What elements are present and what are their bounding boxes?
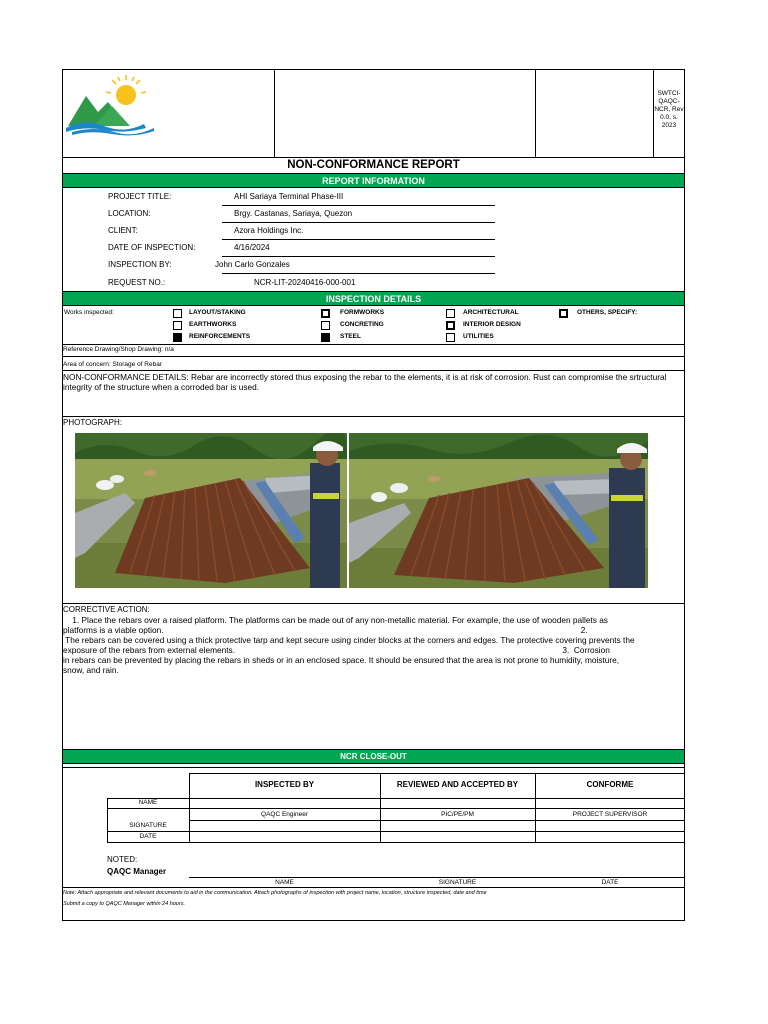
company-logo [64,74,160,140]
section-rule [63,356,685,357]
noted-signature-label: SIGNATURE [438,879,477,886]
corrective-action-line-1: 1. Place the rebars over a raised platform. The platforms can be made out of any non-metallic material. For example, the use of wooden pallets as [63,615,608,625]
client-value: Azora Holdings Inc. [234,226,304,235]
table-rule [189,820,685,821]
noted-label: NOTED: [107,855,138,864]
pic-pe-pm-role: PIC/PE/PM [441,811,474,818]
note-line-2: Submit a copy to QAQC Manager within 24 hours. [63,901,185,907]
site-photo-1 [75,433,347,588]
field-underline [222,256,495,257]
formworks-label: FORMWORKS [340,309,385,316]
section-rule [63,370,685,371]
others-label: OTHERS, SPECIFY: [577,309,638,316]
date-of-inspection-value: 4/16/2024 [234,243,270,252]
reinforcements-label: REINFORCEMENTS [189,333,251,340]
inspection-by-value: John Carlo Gonzales [215,260,290,269]
earthworks-checkbox[interactable] [173,321,182,330]
signature-row-label: SIGNATURE [129,822,167,829]
utilities-checkbox[interactable] [446,333,455,342]
corrective-action-line-5: in rebars can be prevented by placing the rebars in sheds or in an enclosed space. It should be ensured that the area is not prone to humidity, moisture, [63,655,620,665]
corrective-action-line-4: exposure of the rebars from external elements. 3. Corrosion [63,645,610,655]
inspected-by-header: INSPECTED BY [254,780,315,789]
inspection-details-heading: INSPECTION DETAILS [63,291,684,306]
utilities-label: UTILITIES [463,333,494,340]
steel-label: STEEL [340,333,361,340]
corrective-action-line-2: platforms is a viable option. 2. [63,625,588,635]
corrective-action-line-3: The rebars can be covered using a thick protective tarp and kept secure using cinder blocks at the corners and edges. The protective covering prevents the [63,635,635,645]
formworks-checkbox[interactable] [321,309,330,318]
field-underline [222,222,495,223]
conforme-header: CONFORME [586,780,634,789]
section-rule [63,603,685,604]
nonconformance-details: NON-CONFORMANCE DETAILS: Rebar are incorrectly stored thus exposing the rebar to the elements, it is at risk of corrosion. Rust can compromise the srtructural integrity of the structure when a corroded bar is used. [63,372,667,392]
interior-design-label: INTERIOR DESIGN [463,321,521,328]
earthworks-label: EARTHWORKS [189,321,237,328]
section-rule [63,344,685,345]
project-title-value: AHI Sariaya Terminal Phase-III [234,192,344,201]
architectural-label: ARCHITECTURAL [463,309,519,316]
concreting-label: CONCRETING [340,321,384,328]
table-rule [189,877,685,878]
corrective-action-line-6: snow, and rain. [63,665,119,675]
note-line-1: Note: Attach appropriate and relevant documents to aid in the communication. Attach photographs of inspection with project name, location, structure inspected, date and time [63,890,487,896]
table-rule [63,887,685,888]
request-no-label: REQUEST NO.: [108,278,166,287]
field-underline [222,273,495,274]
date-row-label: DATE [139,833,157,840]
area-of-concern: Area of concern: Storage of Rebar [63,361,163,368]
client-label: CLIENT: [108,226,138,235]
request-no-value: NCR-LIT-20240416-000-001 [254,278,356,287]
ncr-closeout-heading: NCR CLOSE-OUT [63,749,684,764]
concreting-checkbox[interactable] [321,321,330,330]
report-title: NON-CONFORMANCE REPORT [287,159,460,171]
layout-staking-checkbox[interactable] [173,309,182,318]
table-rule [107,831,685,832]
table-rule [107,842,685,843]
header-divider-2 [535,69,536,157]
reference-drawing: Reference Drawing/Shop Drawing: n/a [63,346,174,353]
steel-checkbox[interactable] [321,333,330,342]
reviewed-by-header: REVIEWED AND ACCEPTED BY [396,780,519,789]
doc-code: SWTCI-QAQC-NCR, Rev 0.0, s. 2023 [654,90,684,129]
header-divider-1 [274,69,275,157]
project-title-label: PROJECT TITLE: [108,192,172,201]
location-value: Brgy. Castanas, Sariaya, Quezon [234,209,353,218]
section-rule [63,767,685,768]
name-row-label: NAME [138,799,158,806]
date-of-inspection-label: DATE OF INSPECTION: [108,243,196,252]
table-rule [107,808,685,809]
field-underline [222,239,495,240]
corrective-action-label: CORRECTIVE ACTION: [63,605,150,614]
report-information-heading: REPORT INFORMATION [63,173,684,188]
noted-date-label: DATE [601,879,619,886]
architectural-checkbox[interactable] [446,309,455,318]
field-underline [222,205,495,206]
layout-staking-label: LAYOUT/STAKING [189,309,246,316]
site-photo-2 [349,433,648,588]
inspection-by-label: INSPECTION BY: [108,260,172,269]
qaqc-manager-label: QAQC Manager [107,867,167,876]
location-label: LOCATION: [108,209,151,218]
section-rule [63,416,685,417]
photograph-label: PHOTOGRAPH: [63,418,122,427]
table-rule [189,773,685,774]
works-inspected-label: Works inspected: [64,309,114,316]
others-checkbox[interactable] [559,309,568,318]
reinforcements-checkbox[interactable] [173,333,182,342]
table-rule [107,798,685,799]
noted-name-label: NAME [275,879,294,886]
qaqc-engineer-role: QAQC Engineer [261,811,308,818]
interior-design-checkbox[interactable] [446,321,455,330]
project-supervisor-role: PROJECT SUPERVISOR [572,811,648,818]
